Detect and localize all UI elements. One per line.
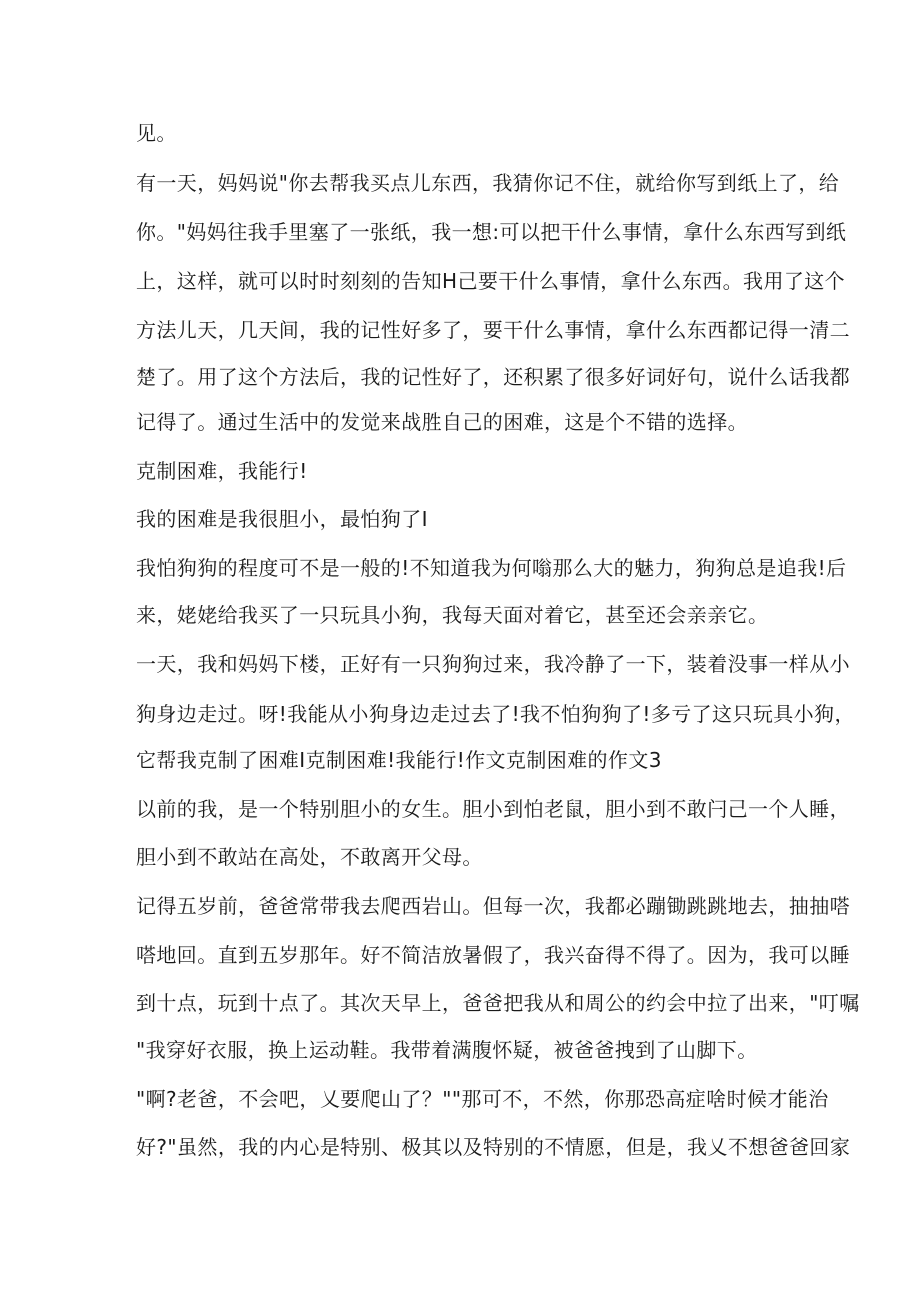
text-line: 见。 — [136, 121, 177, 145]
text-line: 有一天，妈妈说"你去帮我买点儿东西，我猜你记不住，就给你写到纸上了，给 — [136, 171, 840, 195]
text-line: 以前的我，是一个特别胆小的女生。胆小到怕老鼠，胆小到不敢闩己一个人睡， — [136, 797, 850, 821]
text-line: 记得五岁前，爸爸常带我去爬西岩山。但每一次，我都必蹦锄跳跳地去，抽抽嗒 — [136, 894, 850, 918]
text-line: "我穿好衣服，换上运动鞋。我带着满腹怀疑，被爸爸拽到了山脚下。 — [136, 1038, 758, 1062]
text-line: 胆小到不敢站在高处，不敢离开父母。 — [136, 845, 483, 869]
text-line: 好?"虽然，我的内心是特别、极其以及特别的不情愿，但是，我乂不想爸爸回家 — [136, 1135, 851, 1159]
text-line: 到十点，玩到十点了。其次天早上，爸爸把我从和周公的约会中拉了出来，"叮嘱 — [136, 991, 860, 1015]
text-line: 狗身边走过。呀!我能从小狗身边走过去了!我不怕狗狗了!多亏了这只玩具小狗， — [136, 702, 855, 726]
text-line: 我怕狗狗的程度可不是一般的!不知道我为何嗡那么大的魅力，狗狗总是追我!后 — [136, 556, 847, 580]
text-line: 方法儿天，几天间，我的记性好多了，要干什么事情，拿什么东西都记得一清二 — [136, 318, 850, 342]
text-line: 它帮我克制了困难I克制困难!我能行!作文克制困难的作文3 — [136, 748, 662, 772]
text-line: 楚了。用了这个方法后，我的记性好了，还积累了很多好词好句，说什么话我都 — [136, 365, 850, 389]
text-line: "啊?老爸，不会吧，乂要爬山了？""那可不，不然，你那恐高症啥时候才能治 — [136, 1087, 829, 1111]
text-line: 一天，我和妈妈下楼，正好有一只狗狗过来，我冷静了一下，装着没事一样从小 — [136, 652, 850, 676]
text-line: 记得了。通过生活中的发觉来战胜自己的困难，这是个不错的选择。 — [136, 410, 748, 434]
text-line: 克制困难，我能行! — [136, 459, 308, 483]
text-line: 你。"妈妈往我手里塞了一张纸，我一想:可以把干什么事情，拿什么东西写到纸 — [136, 220, 847, 244]
text-line: 我的困难是我很胆小，最怕狗了I — [136, 507, 428, 531]
text-line: 上，这样，就可以时时刻刻的告知H己要干什么事情，拿什么东西。我用了这个 — [136, 269, 846, 293]
text-line: 来，姥姥给我买了一只玩具小狗，我每天面对着它，甚至还会亲亲它。 — [136, 603, 769, 627]
text-line: 嗒地回。直到五岁那年。好不简洁放暑假了，我兴奋得不得了。因为，我可以睡 — [136, 943, 850, 967]
